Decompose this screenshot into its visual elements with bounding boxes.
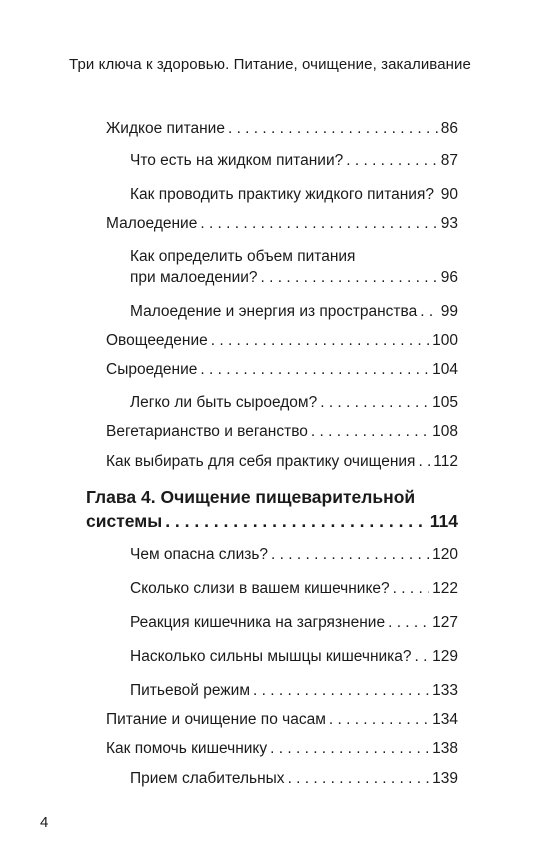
toc-title: Питание и очищение по часам xyxy=(106,711,326,728)
toc-entry[interactable] xyxy=(130,768,458,789)
toc-entry[interactable] xyxy=(106,359,458,380)
toc-page: 93 xyxy=(440,215,458,232)
toc-entry[interactable] xyxy=(106,213,458,234)
toc-entry[interactable] xyxy=(130,578,458,599)
toc-page: 112 xyxy=(433,453,458,470)
toc-title: Вегетарианство и веганство xyxy=(106,423,308,440)
toc-title: Насколько сильны мышцы кишечника? xyxy=(130,648,412,665)
chapter-page: 114 xyxy=(429,511,458,531)
toc-title: Легко ли быть сыроедом? xyxy=(130,394,318,411)
toc-page: 138 xyxy=(432,740,458,757)
toc-page: 120 xyxy=(432,546,458,563)
toc-title: Что есть на жидком питании? xyxy=(130,152,344,169)
leader-dots xyxy=(261,267,438,288)
toc-entry[interactable] xyxy=(106,738,458,759)
leader-dots xyxy=(211,330,429,351)
leader-dots xyxy=(415,646,430,667)
leader-dots xyxy=(420,301,438,322)
toc-page: 86 xyxy=(440,120,458,137)
toc-entry[interactable] xyxy=(106,421,458,442)
toc-page: 90 xyxy=(440,186,458,203)
toc-page: 87 xyxy=(440,152,458,169)
toc-title: Как проводить практику жидкого питания? xyxy=(130,186,434,203)
toc-entry[interactable] xyxy=(130,184,458,205)
toc-title: Малоедение и энергия из пространства xyxy=(130,303,418,320)
toc-entry[interactable] xyxy=(106,118,458,139)
toc-page: 104 xyxy=(432,361,458,378)
toc-entry[interactable] xyxy=(106,330,458,351)
toc-title: Питьевой режим xyxy=(130,682,250,699)
toc-title: Как выбирать для себя практику очищения xyxy=(106,453,416,470)
toc-entry[interactable] xyxy=(130,612,458,633)
toc-entry[interactable] xyxy=(130,301,458,322)
toc-entry[interactable] xyxy=(106,709,458,730)
toc-page: 133 xyxy=(432,682,458,699)
leader-dots xyxy=(288,768,430,789)
toc-title: Малоедение xyxy=(106,215,198,232)
leader-dots xyxy=(165,509,427,533)
leader-dots xyxy=(228,118,438,139)
leader-dots xyxy=(253,680,429,701)
toc-page: 122 xyxy=(432,580,458,597)
leader-dots xyxy=(270,738,429,759)
toc-page: 134 xyxy=(432,711,458,728)
leader-dots xyxy=(271,544,429,565)
toc-page: 127 xyxy=(432,614,458,631)
toc-entry[interactable] xyxy=(130,680,458,701)
toc-title: Прием слабительных xyxy=(130,770,285,787)
leader-dots xyxy=(437,184,438,205)
toc-title: Чем опасна слизь? xyxy=(130,546,269,563)
chapter-title-line1: Глава 4. Очищение пищеварительной xyxy=(86,487,416,507)
toc-page: 99 xyxy=(440,303,458,320)
leader-dots xyxy=(418,451,430,472)
toc-chapter-entry[interactable] xyxy=(86,485,458,533)
leader-dots xyxy=(311,421,429,442)
leader-dots xyxy=(329,709,429,730)
page-number: 4 xyxy=(40,814,49,831)
toc-page: 105 xyxy=(432,394,458,411)
leader-dots xyxy=(320,392,429,413)
toc-title: Сыроедение xyxy=(106,361,198,378)
toc-page: 108 xyxy=(432,423,458,440)
toc-title: Овощеедение xyxy=(106,332,208,349)
leader-dots xyxy=(388,612,429,633)
leader-dots xyxy=(346,150,438,171)
toc-entry[interactable] xyxy=(130,646,458,667)
toc-title: при малоедении? xyxy=(130,269,258,286)
toc-page: 96 xyxy=(440,269,458,286)
chapter-title: системы xyxy=(86,511,163,531)
leader-dots xyxy=(200,213,437,234)
toc-entry[interactable] xyxy=(130,544,458,565)
toc-title-line1: Как определить объем питания xyxy=(130,248,356,265)
leader-dots xyxy=(200,359,429,380)
toc-title: Как помочь кишечнику xyxy=(106,740,268,757)
toc-entry[interactable] xyxy=(130,246,458,288)
toc-title: Реакция кишечника на загрязнение xyxy=(130,614,386,631)
toc-entry[interactable] xyxy=(130,392,458,413)
toc-title: Жидкое питание xyxy=(106,120,225,137)
toc-page: 139 xyxy=(432,770,458,787)
toc-entry[interactable] xyxy=(106,451,458,472)
running-head: Три ключа к здоровью. Питание, очищение, закаливание xyxy=(69,56,471,73)
toc-page: 129 xyxy=(432,648,458,665)
leader-dots xyxy=(393,578,429,599)
toc-entry[interactable] xyxy=(130,150,458,171)
toc-page: 100 xyxy=(432,332,458,349)
toc-title: Сколько слизи в вашем кишечнике? xyxy=(130,580,390,597)
